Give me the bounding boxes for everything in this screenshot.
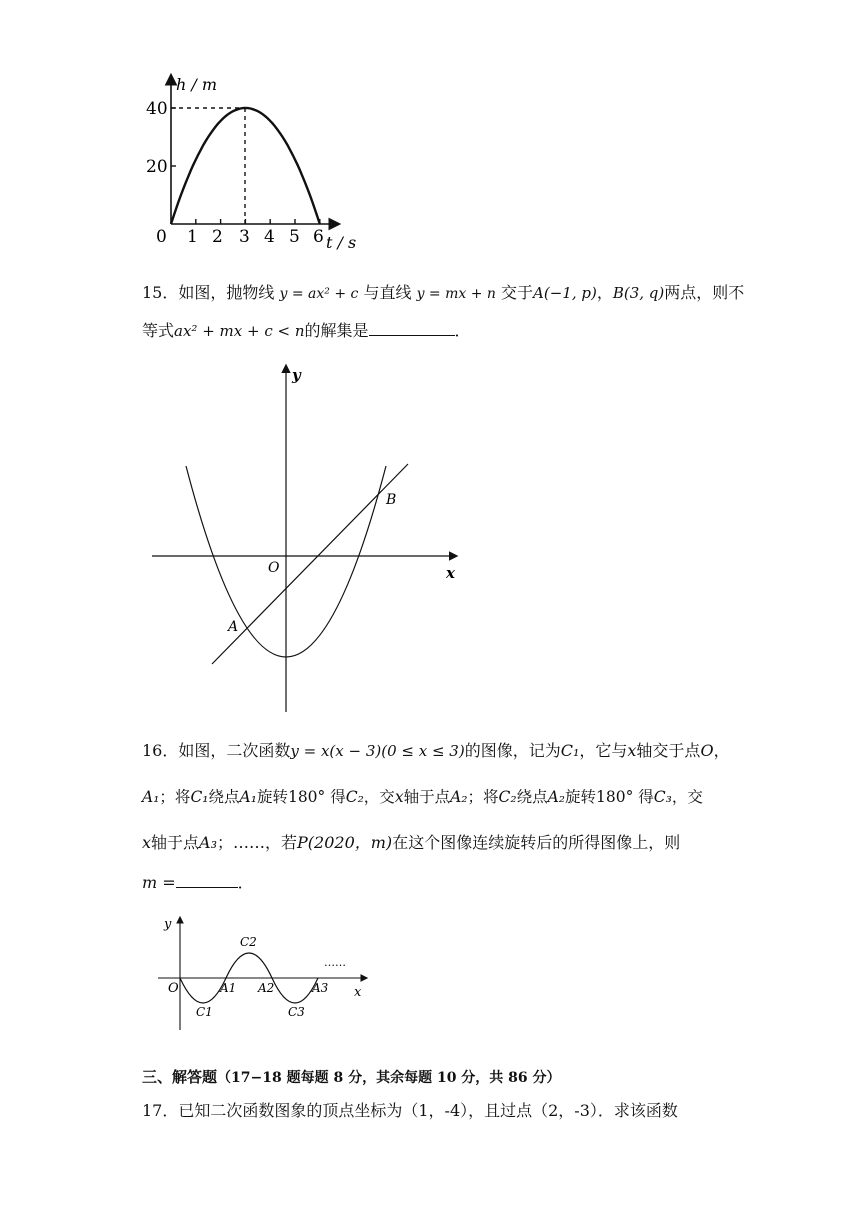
q16-x-3: x <box>142 833 152 852</box>
q15-text-4: 两点，则不 <box>664 283 745 302</box>
q16-x-1: x <box>627 741 637 760</box>
q16-number: 16． <box>142 741 179 760</box>
q16-text-1e: ， <box>713 741 730 760</box>
q16-point-p: P(2020，m) <box>297 833 393 852</box>
y-axis-label: h / m <box>176 75 218 94</box>
q16-text-1b: 的图像，记为 <box>464 741 561 760</box>
q16-o: O <box>700 741 714 760</box>
q16-a1: A₁ <box>142 788 160 806</box>
q15-point-a: A(−1, p) <box>533 284 597 302</box>
question-17: 17．已知二次函数图象的顶点坐标为（1，-4），且过点（2，-3）．求该函数 <box>142 1101 678 1120</box>
q16-text-2b: 绕点 <box>208 788 240 806</box>
x-tick-2: 2 <box>212 227 223 247</box>
q15-text-2: 与直线 <box>363 283 412 302</box>
rotated-curves-figure <box>156 910 376 1035</box>
y-tick-40: 40 <box>146 99 168 119</box>
q16-a2-b: A₂ <box>547 788 566 806</box>
x-tick-0: 0 <box>156 227 167 247</box>
q16-c2-b: C₂ <box>498 788 517 806</box>
q16-c1-b: C₁ <box>190 788 209 806</box>
q16-a3: A₃ <box>199 833 218 852</box>
label-c1: C1 <box>196 1005 213 1019</box>
x-tick-3: 3 <box>239 227 250 247</box>
x-axis-label: x <box>354 985 362 1000</box>
continuation-dots: …… <box>324 956 346 969</box>
q16-function: y = x(x − 3)(0 ≤ x ≤ 3) <box>290 742 465 760</box>
label-a3: A3 <box>312 981 329 995</box>
question-16-line-3 <box>142 832 680 854</box>
q16-text-1c: ，它与 <box>579 741 628 760</box>
q16-text-2a: ；将 <box>159 788 191 806</box>
q16-answer-blank[interactable] <box>176 887 238 888</box>
q16-a2: A₂ <box>450 788 468 806</box>
point-a-label: A <box>228 619 239 635</box>
x-tick-5: 5 <box>289 227 300 247</box>
q16-text-2e: 轴于点 <box>403 788 451 806</box>
q15-inequality: ax² + mx + c < n <box>174 322 305 340</box>
q16-text-3b: ；……，若 <box>217 833 298 852</box>
origin-label: O <box>268 560 280 576</box>
question-16-line-4 <box>142 872 254 894</box>
question-15-line-1 <box>142 282 744 305</box>
q16-c3: C₃ <box>653 788 672 806</box>
q16-x-2: x <box>394 788 404 806</box>
q15-point-b: B(3, q) <box>612 284 665 302</box>
q16-text-2c: 旋转180° 得 <box>256 788 346 806</box>
x-tick-4: 4 <box>264 227 275 247</box>
q16-text-3c: 在这个图像连续旋转后的所得图像上，则 <box>392 833 681 852</box>
section-3-title: 三、解答题 <box>142 1068 218 1086</box>
q15-period: ． <box>454 321 471 340</box>
q16-period: ． <box>237 873 254 892</box>
point-b-label: B <box>386 492 397 508</box>
straight-line <box>212 464 408 664</box>
q16-text-2g: 绕点 <box>516 788 548 806</box>
x-tick-1: 1 <box>187 227 198 247</box>
y-axis-label: y <box>164 917 172 932</box>
x-tick-6: 6 <box>313 227 324 247</box>
q15-text-1: 如图，抛物线 <box>178 283 275 302</box>
section-3-note: （17−18 题每题 8 分，其余每题 10 分，共 86 分） <box>217 1070 561 1086</box>
y-axis-label: y <box>292 366 301 384</box>
label-c3: C3 <box>288 1005 305 1019</box>
q15-comma: ， <box>596 283 613 302</box>
q15-parabola-formula: y = ax² + c <box>279 286 359 302</box>
q16-c2: C₂ <box>345 788 364 806</box>
label-c2: C2 <box>240 935 257 949</box>
q16-text-1a: 如图，二次函数 <box>178 741 291 760</box>
q16-text-2d: ，交 <box>363 788 395 806</box>
question-15-line-2 <box>142 320 471 342</box>
q15-answer-blank[interactable] <box>369 335 455 336</box>
question-16-line-1 <box>142 740 730 762</box>
q16-text-1d: 轴交于点 <box>636 741 701 760</box>
q16-text-2h: 旋转180° 得 <box>565 788 654 806</box>
label-a2: A2 <box>258 981 275 995</box>
q16-text-3a: 轴于点 <box>151 833 200 852</box>
q16-text-2i: ，交 <box>671 788 703 806</box>
q16-m-equals: m = <box>142 873 176 892</box>
section-3-heading <box>142 1066 561 1087</box>
label-a1: A1 <box>220 981 237 995</box>
x-axis-label: t / s <box>326 233 357 252</box>
q15-text-6: 的解集是 <box>304 321 369 340</box>
x-axis-label: x <box>446 564 455 582</box>
q15-text-5: 等式 <box>142 321 175 340</box>
q15-line-formula: y = mx + n <box>416 286 496 302</box>
q15-number: 15． <box>142 283 179 302</box>
q16-text-2f: ；将 <box>467 788 499 806</box>
origin-label: O <box>168 981 179 996</box>
parabola-line-figure <box>140 358 470 718</box>
question-16-line-2 <box>142 786 703 808</box>
q16-c1: C₁ <box>560 741 580 760</box>
q16-a1-b: A₁ <box>239 788 257 806</box>
y-tick-20: 20 <box>146 157 168 177</box>
q15-text-3: 交于 <box>501 283 534 302</box>
height-time-graph <box>140 66 370 256</box>
